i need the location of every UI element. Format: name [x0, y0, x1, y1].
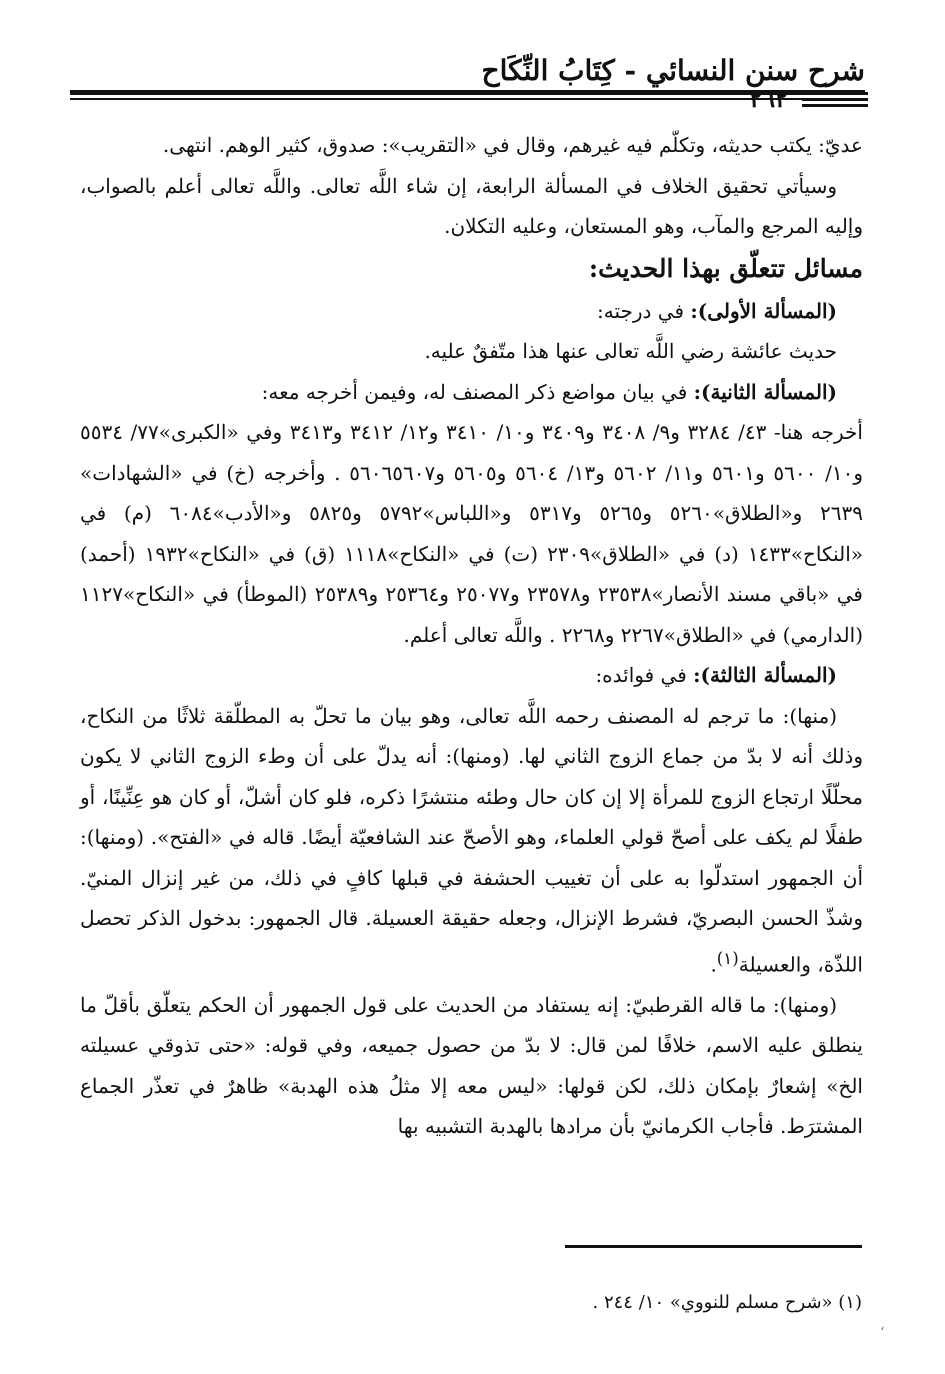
issue-1-line — [80, 291, 863, 332]
footnote: (١) «شرح مسلم للنووي» ١٠/ ٢٤٤ . — [592, 1292, 862, 1313]
margin-mark: ، — [880, 1318, 885, 1334]
benefits-text: (منها): ما ترجم له المصنف رحمه اللَّه تعالى، وهو بيان ما تحلّ به المطلّقة ثلاثًا من النكاح، وذلك أنه لا بدّ من جماع الزوج الثاني لها. (ومنها): أنه يدلّ على أن وطء الزوج الثاني لا يكون محلّلًا ارتجاع الزوج للمرأة إلا إن كان حال وطئه منتشرًا ذكره، فلو كان أشلّ، أو كان هو عِنِّينًا، أو طفلًا لم يكف على أصحّ قولي العلماء، وهو الأصحّ عند الشافعيّة أيضًا. قاله في «الفتح». (ومنها): أن الجمهور استدلّوا به على أن تغييب الحشفة في قبلها كافٍ في ذلك، من غير إنزال المنيّ. وشذّ الحسن البصريّ، فشرط الإنزال، وجعله حقيقة العسيلة. قال الجمهور: بدخول الذكر تحصل اللذّة، والعسيلة — [80, 703, 863, 977]
page-number-rule-1 — [802, 92, 868, 95]
section-heading: مسائل تتعلّق بهذا الحديث: — [588, 253, 863, 283]
page-number-area — [718, 84, 868, 114]
paragraph-1: عديّ: يكتب حديثه، وتكلّم فيه غيرهم، وقال في «التقريب»: صدوق، كثير الوهم. انتهى. — [162, 133, 863, 157]
issue-3-title: (المسألة الثالثة): — [693, 663, 837, 687]
issue-1-body: حديث عائشة رضي اللَّه تعالى عنها هذا متّفقٌ عليه. — [424, 339, 837, 363]
issue-3-text: في فوائده: — [595, 663, 687, 687]
issue-3-line — [80, 655, 863, 696]
paragraph-2: وسيأتي تحقيق الخلاف في المسألة الرابعة، إن شاء اللَّه تعالى. واللَّه تعالى أعلم بالصواب، وإليه المرجع والمآب، وهو المستعان، وعليه التكلان. — [80, 173, 863, 238]
issue-2-text: في بيان مواضع ذكر المصنف له، وفيمن أخرجه معه: — [261, 379, 688, 404]
footnote-separator — [565, 1245, 862, 1248]
issue-1-text: في درجته: — [597, 298, 685, 323]
issue-1-title: (المسألة الأولى): — [690, 298, 837, 323]
book-title: شرح سنن النسائي - كِتَابُ النِّكَاح — [481, 54, 865, 87]
issue-2-body: أخرجه هنا- ٤٣/ ٣٢٨٤ و٩/ ٣٤٠٨ و٣٤٠٩ و١٠/ ٣٤١٠ و١٢/ ٣٤١٢ و٣٤١٣ وفي «الكبرى»٧٧/ ٥٥٣٤ و١٠/ ٥٦٠٠ و٥٦٠١ و١١/ ٥٦٠٢ و١٣/ ٥٦٠٤ و٥٦٠٥ و٥٦٠٦٥٦٠٧ . وأخرجه (خ) في «الشهادات» ٢٦٣٩ و«الطلاق»٥٢٦٠ و٥٢٦٥ و٥٣١٧ و«اللباس»٥٧٩٢ و٥٨٢٥ و«الأدب»٦٠٨٤ (م) في «النكاح»١٤٣٣ (د) في «الطلاق»٢٣٠٩ (ت) في «النكاح»١١١٨ (ق) في «النكاح»١٩٣٢ (أحمد) في «باقي مسند الأنصار»٢٣٥٣٨ و٢٣٥٧٨ و٢٥٠٧٧ و٢٥٣٦٤ و٢٥٣٨٩ (الموطأ) في «النكاح»١١٢٧ (الدارمي) في «الطلاق»٢٢٦٧ و٢٢٦٨ . واللَّه تعالى أعلم. — [80, 420, 864, 647]
issue-2-line — [80, 372, 863, 413]
main-text — [80, 125, 863, 1147]
page-number: ٢٦٢ — [749, 84, 788, 113]
issue-2-title: (المسألة الثانية): — [693, 379, 837, 404]
page-number-rule-2 — [802, 98, 868, 101]
footnote-reference: (١) — [716, 948, 739, 968]
page-number-rule-3 — [802, 104, 868, 107]
benefits-paragraph: (منها): ما ترجم له المصنف رحمه اللَّه تعالى، وهو بيان ما تحلّ به المطلّقة ثلاثًا من النكاح، وذلك أنه لا بدّ من جماع الزوج الثاني لها. (ومنها): أنه يدلّ على أن وطء الزوج الثاني لا يكون محلّلًا ارتجاع الزوج للمرأة إلا إن كان حال وطئه منتشرًا ذكره، فلو كان أشلّ، أو كان هو عِنِّينًا، أو طفلًا لم يكف على أصحّ قولي العلماء، وهو الأصحّ عند الشافعيّة أيضًا. قاله في «الفتح». (ومنها): أن الجمهور استدلّوا به على أن تغييب الحشفة في قبلها كافٍ في ذلك، من غير إنزال المنيّ. وشذّ الحسن البصريّ، فشرط الإنزال، وجعله حقيقة العسيلة. قال الجمهور: بدخول الذكر تحصل اللذّة، والعسيلة$^{(١)}$. — [80, 703, 863, 977]
qurtubi-paragraph: (ومنها): ما قاله القرطبيّ: إنه يستفاد من الحديث على قول الجمهور أن الحكم يتعلّق بأقلّ ما ينطلق عليه الاسم، خلافًا لمن قال: لا بدّ من حصول جميعه، وفي قوله: «حتى تذوقي عسيلته الخ» إشعارٌ بإمكان ذلك، لكن قولها: «ليس معه إلا مثلُ هذه الهدبة» ظاهرٌ في تعذّر الجماع المشترَط. فأجاب الكرمانيّ بأن مرادها بالهدبة التشبيه بها — [80, 992, 863, 1139]
